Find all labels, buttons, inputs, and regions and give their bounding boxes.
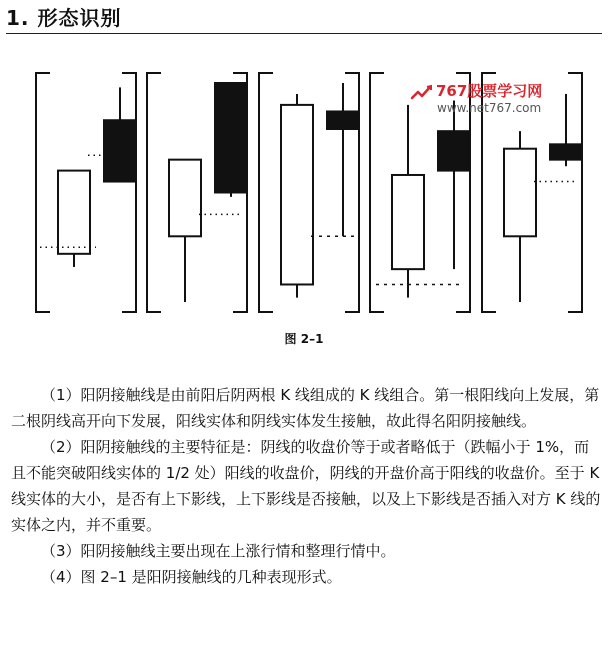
chart-logo-icon	[412, 87, 430, 98]
yang-candle-body	[392, 175, 424, 269]
paragraph-4: （4）图 2–1 是阳阴接触线的几种表现形式。	[41, 568, 342, 586]
body-text	[11, 382, 603, 590]
watermark-logo	[412, 82, 542, 115]
yang-candle-body	[169, 160, 201, 237]
figure-caption: 图 2–1	[284, 332, 324, 346]
yin-candle-body	[104, 120, 136, 181]
yin-candle-body	[550, 144, 582, 159]
yang-candle-body	[504, 149, 536, 237]
paragraph-1: （1）阳阴接触线是由前阳后阴两根 K 线组成的 K 线组合。第一根阳线向上发展，第二根阴线高开向下发展，阳线实体和阴线实体发生接触，故此得名阳阴接触线。	[11, 386, 600, 430]
yin-candle-body	[327, 111, 359, 129]
section-heading: 1. 形态识别	[6, 6, 122, 30]
yin-candle-body	[438, 131, 470, 170]
paragraph-3: （3）阳阴接触线主要出现在上涨行情和整理行情中。	[41, 542, 396, 560]
watermark-brand: 767股票学习网	[436, 82, 543, 100]
yin-candle-body	[215, 83, 247, 193]
paragraph-2: （2）阳阴接触线的主要特征是：阴线的收盘价等于或者略低于（跌幅小于 1%，而且不能突破阳线实体的 1/2 处）阳线的收盘价，阴线的开盘价高于阳线的收盘价。至于 K 线实体的大小，是否有上下影线，上下影线是否接触，以及上下影线是否插入对方 K 线的实体之内，并不重要。	[11, 438, 601, 534]
watermark-url: www.net767.com	[437, 101, 542, 115]
yang-candle-body	[281, 105, 313, 285]
yang-candle-body	[58, 171, 90, 254]
